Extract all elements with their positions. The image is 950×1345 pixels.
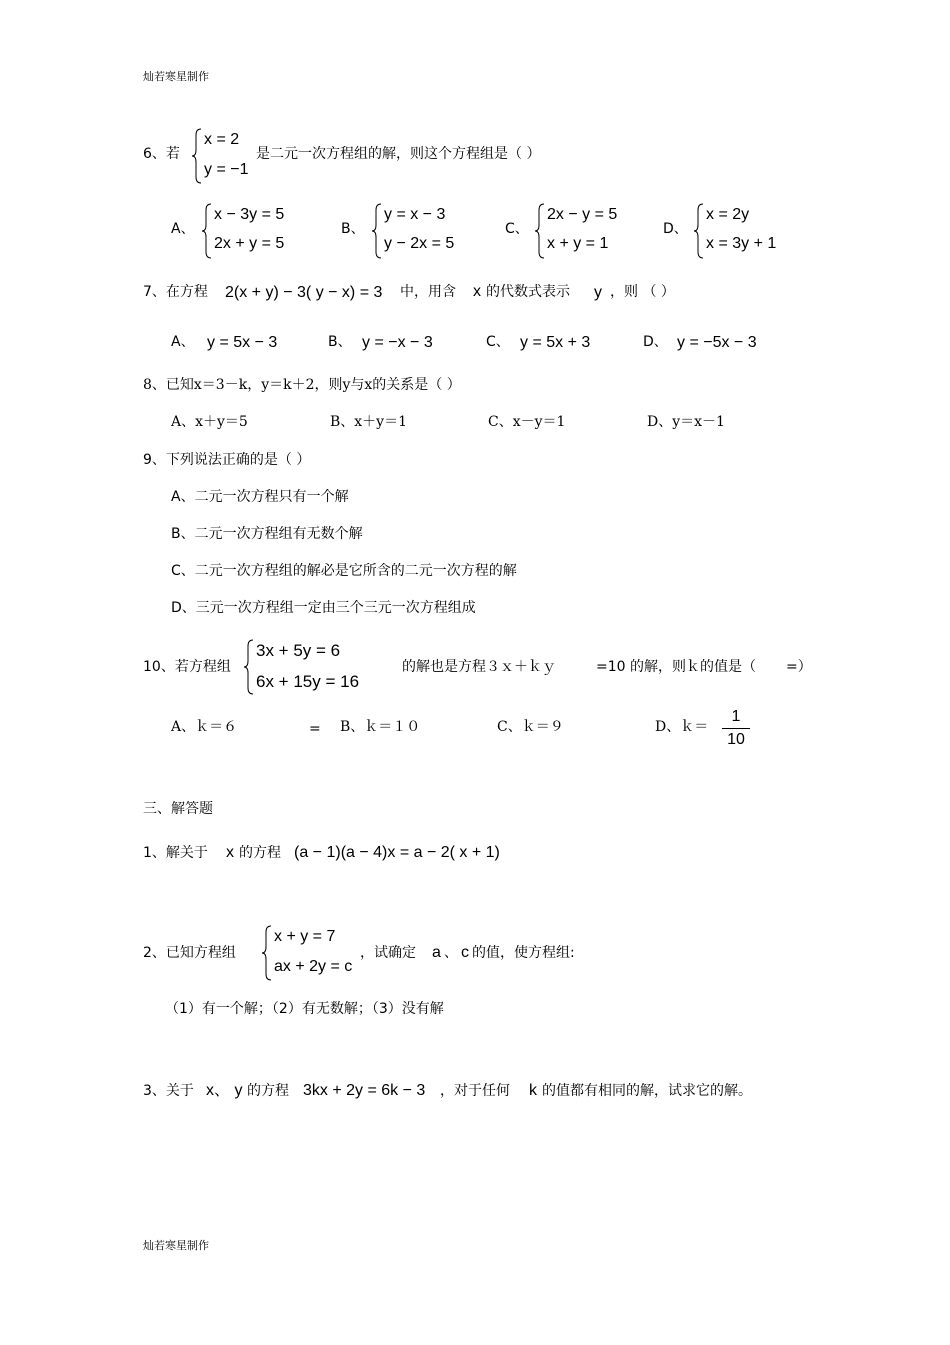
q10-opt-a: A、ｋ＝６ xyxy=(171,719,238,735)
q9-opt-c: C、二元一次方程组的解必是它所含的二元一次方程的解 xyxy=(171,563,517,579)
q7-opt-b-label: B、 xyxy=(328,334,352,350)
q7-opt-d-label: D、 xyxy=(643,334,668,350)
q10-eq1: 3x + 5y = 6 xyxy=(256,641,341,660)
q9-opt-b: B、二元一次方程组有无数个解 xyxy=(171,526,363,542)
q6-opt-c-system xyxy=(535,203,635,259)
p3-vars: x、 y xyxy=(206,1082,243,1099)
q6-opt-a-system xyxy=(202,203,302,259)
p1-text: 的方程 xyxy=(239,845,281,861)
p2-var-a: a xyxy=(432,944,441,961)
p2-sep: 、 xyxy=(444,945,458,961)
q6-opt-a-eq1: x − 3y = 5 xyxy=(214,206,285,223)
q6-opt-c-eq1: 2x − y = 5 xyxy=(547,206,618,223)
q10-text2: =10 的解，则ｋ的值是（ xyxy=(596,659,756,675)
q9-text: 9、下列说法正确的是（ ） xyxy=(143,452,311,468)
q10-text1: 的解也是方程３ｘ＋ｋｙ xyxy=(402,659,556,675)
q8-text: 8、已知x＝3－k，y＝k＋2，则y与x的关系是（ ） xyxy=(143,377,461,393)
p2-prefix: 2、已知方程组 xyxy=(143,945,236,961)
p1-prefix: 1、解关于 xyxy=(143,845,208,861)
q6-opt-a-eq2: 2x + y = 5 xyxy=(214,235,285,252)
q8-opt-c: C、x－y＝1 xyxy=(488,414,566,430)
q6-eq2: y = −1 xyxy=(204,161,249,178)
page-footer: 灿若寒星制作 xyxy=(143,1239,209,1252)
q7-opt-d-expr: y = −5x − 3 xyxy=(677,334,757,351)
q9-opt-a: A、二元一次方程只有一个解 xyxy=(171,489,349,505)
q10-eq-mark: = xyxy=(309,721,321,737)
q8-opt-d: D、y＝x－1 xyxy=(647,414,725,430)
q7-opt-c-label: C、 xyxy=(486,334,510,350)
p2-text2: 的值，使方程组: xyxy=(472,945,575,961)
q10-opt-c: C、ｋ＝９ xyxy=(497,719,564,735)
q6-opt-b-system xyxy=(372,203,472,259)
p1-equation: (a − 1)(a − 4)x = a − 2( x + 1) xyxy=(294,844,500,861)
q6-opt-b-eq1: y = x − 3 xyxy=(384,206,446,223)
p3-var-k: k xyxy=(529,1082,537,1099)
q6-opt-c-eq2: x + y = 1 xyxy=(547,235,609,252)
q6-eq1: x = 2 xyxy=(204,131,240,148)
brace-icon xyxy=(192,128,202,184)
p2-text1: ，试确定 xyxy=(360,945,416,961)
section-title: 三、解答题 xyxy=(143,801,213,817)
p2-eq1: x + y = 7 xyxy=(274,928,336,945)
p2-eq2: ax + 2y = c xyxy=(274,958,353,975)
q10-frac-den: 10 xyxy=(727,731,745,748)
q7-var-y: y xyxy=(594,284,602,301)
q6-opt-b-eq2: y − 2x = 5 xyxy=(384,235,455,252)
q10-fraction xyxy=(722,708,750,749)
p3-prefix: 3、关于 xyxy=(143,1083,194,1099)
p2-subquestions: （1）有一个解；（2）有无数解；（3）没有解 xyxy=(165,1001,444,1017)
p3-text2: ，对于任何 xyxy=(440,1083,510,1099)
q7-text3: ，则 （ ） xyxy=(610,284,675,300)
q6-opt-d-eq1: x = 2y xyxy=(706,206,750,223)
q10-prefix: 10、若方程组 xyxy=(143,659,231,675)
q6-opt-c-label: C、 xyxy=(505,221,529,237)
brace-icon xyxy=(202,203,212,259)
q7-text1: 中，用含 xyxy=(400,284,456,300)
brace-icon xyxy=(535,203,545,259)
q6-opt-b-label: B、 xyxy=(341,221,365,237)
q7-opt-a-expr: y = 5x − 3 xyxy=(207,334,278,351)
q7-var-x: x xyxy=(473,283,481,300)
q10-text3: =） xyxy=(786,659,812,675)
brace-icon xyxy=(694,203,704,259)
p2-var-c: c xyxy=(461,944,469,961)
p3-text3: 的值都有相同的解，试求它的解。 xyxy=(542,1083,752,1099)
brace-icon xyxy=(262,925,272,981)
q7-prefix: 7、在方程 xyxy=(143,284,208,300)
q10-eq2: 6x + 15y = 16 xyxy=(256,672,360,691)
q7-opt-c-expr: y = 5x + 3 xyxy=(520,334,591,351)
q6-opt-d-eq2: x = 3y + 1 xyxy=(706,235,777,252)
q6-text: 是二元一次方程组的解，则这个方程组是（ ） xyxy=(256,146,541,162)
q10-system xyxy=(244,639,384,695)
q8-opt-a: A、x＋y＝5 xyxy=(171,414,248,430)
q6-system xyxy=(192,128,262,184)
page-header: 灿若寒星制作 xyxy=(143,70,209,83)
brace-icon xyxy=(372,203,382,259)
q6-number: 6、若 xyxy=(143,146,180,162)
q7-opt-a-label: A、 xyxy=(171,334,195,350)
q6-opt-d-label: D、 xyxy=(663,221,688,237)
q6-opt-a-label: A、 xyxy=(171,221,195,237)
p2-system xyxy=(262,925,372,981)
p3-text1: 的方程 xyxy=(247,1083,289,1099)
q8-opt-b: B、x＋y＝1 xyxy=(330,414,407,430)
q7-text2: 的代数式表示 xyxy=(486,284,570,300)
q9-opt-d: D、三元一次方程组一定由三个三元一次方程组成 xyxy=(171,600,476,616)
q10-frac-num: 1 xyxy=(731,708,741,725)
fraction-bar xyxy=(722,728,750,729)
brace-icon xyxy=(244,639,254,695)
q7-opt-b-expr: y = −x − 3 xyxy=(362,334,433,351)
p1-var-x: x xyxy=(226,844,234,861)
p3-equation: 3kx + 2y = 6k − 3 xyxy=(303,1082,426,1099)
q6-opt-d-system xyxy=(694,203,794,259)
q10-opt-b: B、ｋ＝１０ xyxy=(340,719,421,735)
q10-opt-d: D、ｋ＝ xyxy=(655,719,709,735)
q7-equation: 2(x + y) − 3( y − x) = 3 xyxy=(225,284,383,301)
